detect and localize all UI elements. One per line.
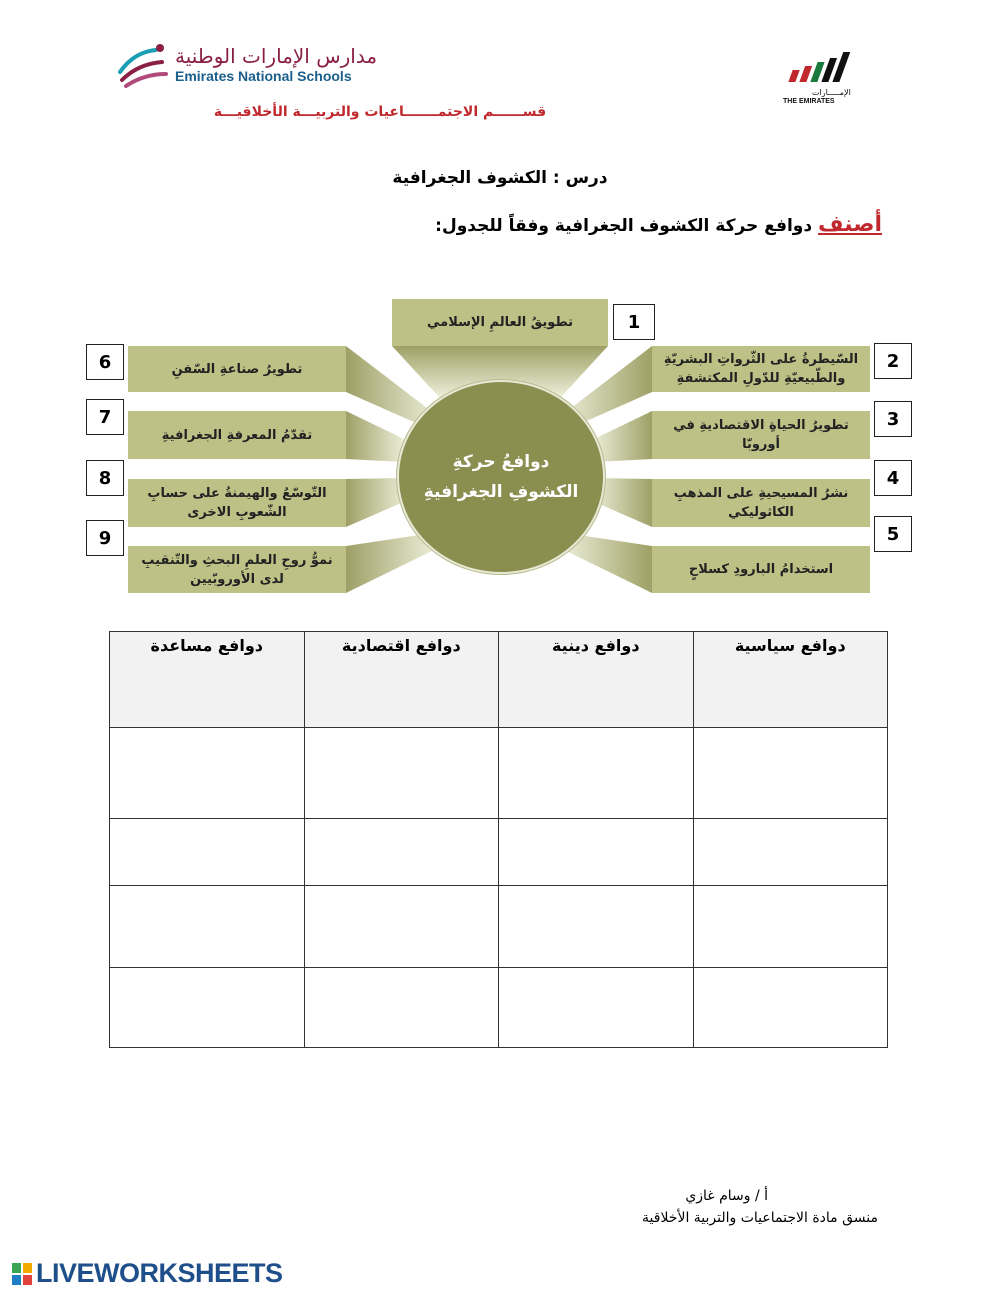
header-religious: دوافع دينية <box>499 632 693 728</box>
drop-cell[interactable] <box>499 968 693 1048</box>
teacher-role: منسق مادة الاجتماعيات والتربية الأخلاقية <box>642 1210 878 1226</box>
number-box-3: 3 <box>874 401 912 437</box>
table-row <box>110 819 888 886</box>
motive-box-1: تطويقُ العالمِ الإسلامي <box>392 299 608 346</box>
school-name-en: Emirates National Schools <box>175 68 352 84</box>
drop-cell[interactable] <box>110 968 305 1048</box>
drop-cell[interactable] <box>499 886 693 968</box>
header-political: دوافع سياسية <box>693 632 888 728</box>
motive-box-4: نشرُ المسيحيةِ على المذهبِ الكاثوليكي <box>652 479 870 527</box>
classification-table <box>109 631 888 1048</box>
motive-box-9: نموُّ روحِ العلمِ البحثِ والتّنقيبِ لدى الأوروبّيين <box>128 546 346 593</box>
number-box-2: 2 <box>874 343 912 379</box>
instruction-text: دوافع حركة الكشوف الجغرافية وفقاً للجدول: <box>435 216 819 236</box>
motive-box-7: تقدّمُ المعرفةِ الجغرافيةِ <box>128 411 346 459</box>
drop-cell[interactable] <box>110 728 305 819</box>
drop-cell[interactable] <box>693 819 888 886</box>
header-supporting: دوافع مساعدة <box>110 632 305 728</box>
header-economic: دوافع اقتصادية <box>304 632 499 728</box>
number-box-5: 5 <box>874 516 912 552</box>
liveworksheets-text: LIVEWORKSHEETS <box>36 1258 283 1288</box>
drop-cell[interactable] <box>304 728 499 819</box>
department-title: قســــــم الاجتمـــــــاعيات والتربيـــة الأخلاقيـــة <box>213 104 547 120</box>
drop-cell[interactable] <box>499 728 693 819</box>
table-header-row <box>110 632 888 728</box>
motive-box-6: تطويرُ صناعةِ السّفنِ <box>128 346 346 392</box>
center-label: دوافعُ حركةِ الكشوفِ الجغرافيةِ <box>423 452 579 502</box>
teacher-name: أ / وسام غازي <box>685 1188 768 1204</box>
motive-box-2: السّيطرةُ على الثّرواتِ البشريّةِ والطّبيعيّةِ للدّولِ المكتشفةِ <box>652 346 870 392</box>
liveworksheets-brand[interactable] <box>12 1258 283 1289</box>
drop-cell[interactable] <box>304 886 499 968</box>
drop-cell[interactable] <box>693 968 888 1048</box>
number-box-9: 9 <box>86 520 124 556</box>
liveworksheets-logo-icon <box>12 1263 32 1285</box>
table-row <box>110 728 888 819</box>
lesson-title: درس : الكشوف الجغرافية <box>392 168 608 188</box>
drop-cell[interactable] <box>304 819 499 886</box>
drop-cell[interactable] <box>693 728 888 819</box>
school-name-ar: مدارس الإمارات الوطنية <box>175 44 378 68</box>
drop-cell[interactable] <box>693 886 888 968</box>
number-box-7: 7 <box>86 399 124 435</box>
drop-cell[interactable] <box>110 819 305 886</box>
drop-cell[interactable] <box>110 886 305 968</box>
number-box-4: 4 <box>874 460 912 496</box>
table-row <box>110 968 888 1048</box>
emirates-logo-en: THE EMIRATES <box>783 98 835 105</box>
motive-box-3: تطويرُ الحياةِ الاقتصاديةِ في أوروبّا <box>652 411 870 459</box>
motive-box-8: التّوسّعُ والهيمنةُ على حسابِ الشّعوبِ الاخرى <box>128 479 346 527</box>
emirates-logo-ar: الإمـــــارات <box>812 88 851 97</box>
instruction-verb: أصنف <box>818 212 882 237</box>
number-box-6: 6 <box>86 344 124 380</box>
drop-cell[interactable] <box>304 968 499 1048</box>
number-box-8: 8 <box>86 460 124 496</box>
table-row <box>110 886 888 968</box>
drop-cell[interactable] <box>499 819 693 886</box>
motive-box-5: استخدامُ البارودِ كسلاحٍ <box>652 546 870 593</box>
center-circle <box>397 380 605 574</box>
number-box-1: 1 <box>613 304 655 340</box>
